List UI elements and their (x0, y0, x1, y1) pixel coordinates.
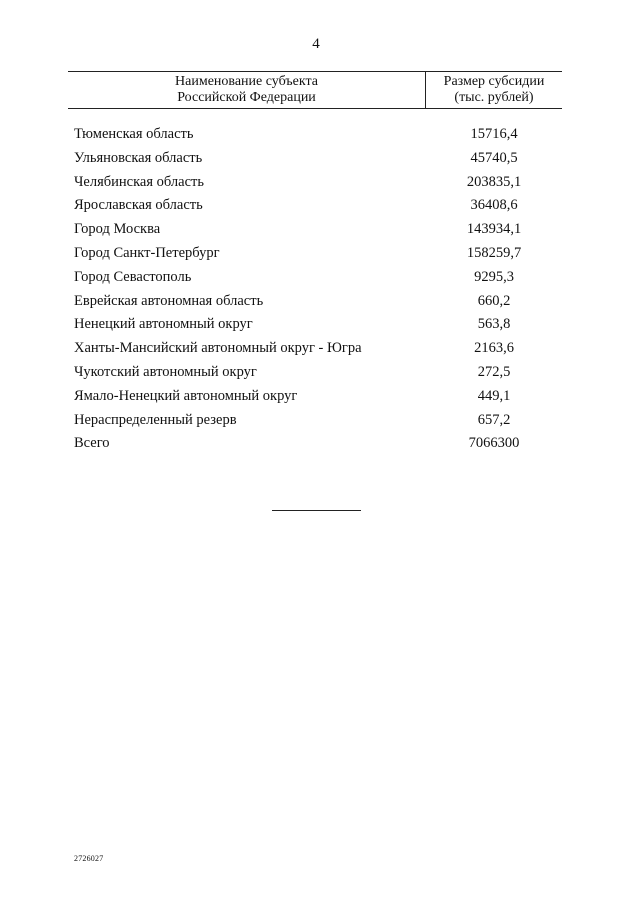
table-row (74, 268, 562, 292)
table-row (74, 125, 562, 149)
table-row (74, 339, 562, 363)
subject-name: Город Москва (74, 221, 161, 238)
table-header (68, 71, 562, 109)
table-row (74, 196, 562, 220)
subject-name: Еврейская автономная область (74, 292, 264, 309)
subsidy-amount: 15716,4 (470, 126, 518, 142)
table-row (74, 387, 562, 411)
subsidy-table-body (74, 125, 562, 458)
header-top-rule (68, 71, 562, 72)
subsidy-amount: 45740,5 (470, 149, 518, 166)
subject-name: Город Санкт-Петербург (74, 244, 220, 261)
header-subject-name-line1: Наименование субъекта (175, 74, 318, 89)
subject-name: Тюменская область (74, 126, 194, 142)
subject-name: Ненецкий автономный округ (74, 316, 253, 333)
table-row (74, 149, 562, 173)
total-amount: 7066300 (468, 435, 520, 452)
subsidy-amount: 657,2 (477, 411, 511, 428)
subsidy-amount: 203835,1 (466, 173, 522, 190)
table-row (74, 363, 562, 387)
table-row (74, 411, 562, 435)
table-row (74, 244, 562, 268)
subsidy-amount: 9295,3 (474, 268, 514, 285)
header-subject-name-line2: Российской Федерации (177, 90, 316, 105)
subject-name: Челябинская область (74, 173, 204, 190)
subject-name: Ярославская область (74, 197, 203, 214)
subject-name: Город Севастополь (74, 268, 192, 285)
header-subsidy-amount-line2: (тыс. рублей) (454, 90, 534, 105)
subsidy-amount: 2163,6 (474, 340, 514, 357)
subject-name: Нераспределенный резерв (74, 411, 237, 428)
table-row (74, 220, 562, 244)
subsidy-amount: 660,2 (477, 292, 511, 309)
subsidy-amount: 272,5 (477, 363, 511, 380)
document-code: 2726027 (74, 854, 104, 863)
subsidy-amount: 36408,6 (470, 197, 518, 214)
subject-name: Ханты-Мансийский автономный округ - Югра (74, 340, 362, 357)
table-row-total (74, 434, 562, 458)
page-number: 4 (312, 36, 320, 52)
subsidy-amount: 449,1 (477, 387, 511, 404)
table-row (74, 292, 562, 316)
subject-name: Ямало-Ненецкий автономный округ (74, 387, 298, 404)
subsidy-amount: 563,8 (477, 316, 511, 333)
subsidy-amount: 158259,7 (466, 244, 522, 261)
subsidy-amount: 143934,1 (466, 221, 522, 238)
header-subject-name (68, 74, 425, 106)
end-of-table-rule (272, 510, 361, 511)
header-subsidy-amount-line1: Размер субсидии (443, 74, 545, 89)
subject-name: Чукотский автономный округ (74, 363, 257, 380)
table-row (74, 173, 562, 197)
subject-name: Ульяновская область (74, 149, 203, 166)
header-subsidy-amount (426, 74, 562, 106)
header-bottom-rule (68, 108, 562, 109)
table-row (74, 315, 562, 339)
total-label: Всего (74, 435, 110, 452)
